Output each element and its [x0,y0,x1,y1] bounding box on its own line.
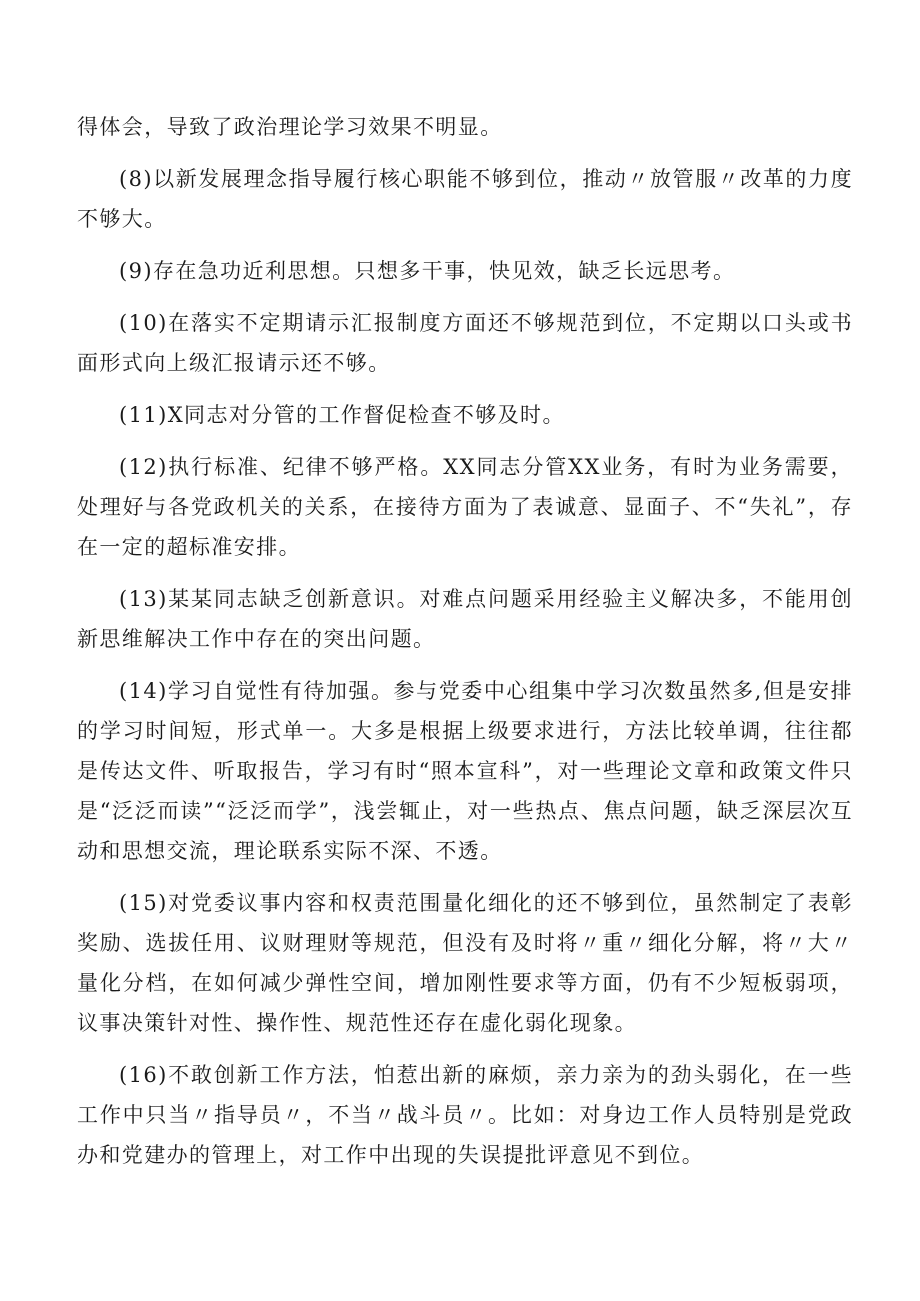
paragraph-item-15: (15)对党委议事内容和权责范围量化细化的还不够到位，虽然制定了表彰奖励、选拔任用、议财理财等规范，但没有及时将〃重〃细化分解，将〃大〃量化分档，在如何减少弹性空间，增加刚性要求等方面，仍有不少短板弱项，议事决策针对性、操作性、规范性还存在虚化弱化现象。 [77,891,853,1035]
paragraph-item-11: (11)X同志对分管的工作督促检查不够及时。 [119,403,565,427]
paragraph-continuation: 得体会，导致了政治理论学习效果不明显。 [77,115,503,139]
paragraph-item-16: (16)不敢创新工作方法，怕惹出新的麻烦，亲力亲为的劲头弱化，在一些工作中只当〃指导员〃，不当〃战斗员〃。比如：对身边工作人员特别是党政办和党建办的管理上，对工作中出现的失误提批评意见不到位。 [77,1063,853,1167]
paragraph-item-14: (14)学习自觉性有待加强。参与党委中心组集中学习次数虽然多,但是安排的学习时间短，形式单一。大多是根据上级要求进行，方法比较单调，往往都是传达文件、听取报告，学习有时“照本宣科”，对一些理论文章和政策文件只是“泛泛而读”“泛泛而学”，浅尝辄止，对一些热点、焦点问题，缺乏深层次互动和思想交流，理论联系实际不深、不透。 [77,679,853,863]
paragraph-item-9: (9)存在急功近利思想。只想多干事，快见效，缺乏长远思考。 [119,259,736,283]
document-body [77,107,853,1175]
paragraph-item-8: (8)以新发展理念指导履行核心职能不够到位，推动〃放管服〃改革的力度不够大。 [77,167,853,231]
paragraph-item-12: (12)执行标准、纪律不够严格。XX同志分管XX业务，有时为业务需要，处理好与各党政机关的关系，在接待方面为了表诚意、显面子、不“失礼”，存在一定的超标准安排。 [77,455,853,559]
paragraph-item-13: (13)某某同志缺乏创新意识。对难点问题采用经验主义解决多，不能用创新思维解决工作中存在的突出问题。 [77,587,853,651]
paragraph-item-10: (10)在落实不定期请示汇报制度方面还不够规范到位，不定期以口头或书面形式向上级汇报请示还不够。 [77,311,853,375]
